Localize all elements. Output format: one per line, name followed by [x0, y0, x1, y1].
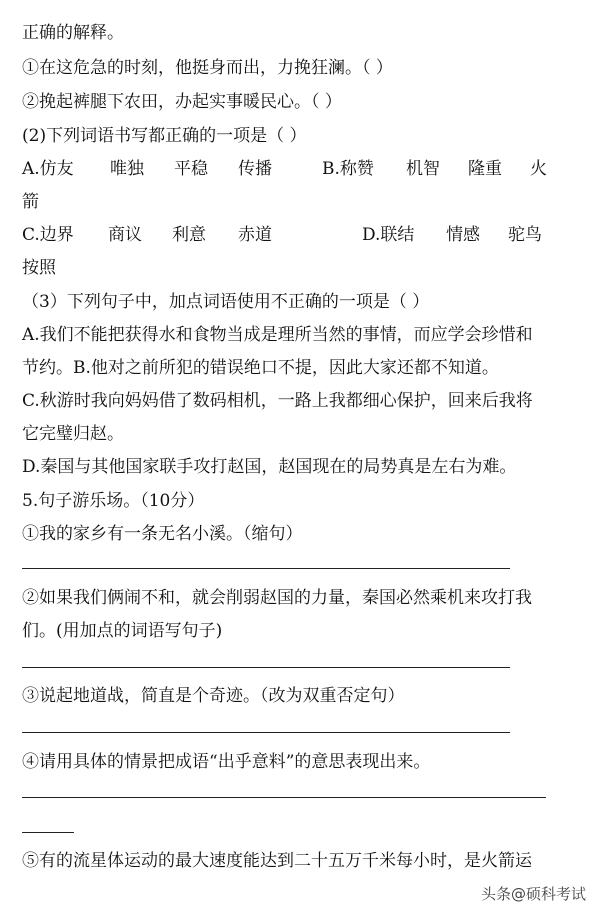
text-line: A.我们不能把获得水和食物当成是理所当然的事情，而应学会珍惜和 — [22, 325, 533, 345]
option-word: 情感 — [446, 225, 480, 245]
text-line: C.秋游时我向妈妈借了数码相机，一路上我都细心保护，回来后我将 — [22, 391, 533, 411]
option-word: 隆重 — [468, 159, 502, 179]
answer-text-1: ①在这危急的时刻，他挺身而出，力挽狂澜。（ ） — [22, 58, 393, 78]
question-line: ③说起地道战，简直是个奇迹。（改为双重否定句） — [22, 686, 405, 706]
answer-blank-line[interactable] — [22, 568, 510, 569]
option-word: A.仿友 — [22, 159, 74, 179]
option-row-cd — [22, 224, 590, 246]
option-row-ab — [22, 158, 590, 180]
option-word: B.称赞 — [322, 159, 374, 179]
option-word: 平稳 — [174, 159, 208, 179]
question-line: （3）下列句子中，加点词语使用不正确的一项是（ ） — [22, 292, 430, 312]
question-line: ②如果我们俩闹不和，就会削弱赵国的力量，秦国必然乘机来攻打我 — [22, 588, 532, 608]
question-line: ④请用具体的情景把成语“出乎意料”的意思表现出来。 — [22, 752, 431, 772]
option-word: 传播 — [238, 159, 272, 179]
answer-blank-line[interactable] — [22, 667, 510, 668]
option-word: 机智 — [406, 159, 440, 179]
text-line: 它完璧归赵。 — [22, 424, 124, 444]
option-word: 赤道 — [238, 225, 272, 245]
text-line: D.秦国与其他国家联手攻打赵国，赵国现在的局势真是左右为难。 — [22, 457, 517, 477]
section-heading: 5.句子游乐场。（10分） — [22, 491, 205, 511]
answer-blank-line[interactable] — [22, 832, 74, 833]
answer-text-2: ②挽起裤腿下农田，办起实事暖民心。（ ） — [22, 92, 342, 112]
option-word: 唯独 — [110, 159, 144, 179]
option-word: 火 — [530, 159, 547, 179]
answer-blank-line[interactable] — [22, 732, 510, 733]
answer-blank-line[interactable] — [22, 797, 546, 798]
text-line: 节约。B.他对之前所犯的错误绝口不提，因此大家还都不知道。 — [22, 358, 499, 378]
text-line: 按照 — [22, 258, 56, 278]
question-line: (2)下列词语书写都正确的一项是（ ） — [22, 126, 307, 146]
text-line: 正确的解释。 — [22, 23, 124, 43]
option-word: 商议 — [108, 225, 142, 245]
option-word: 利意 — [172, 225, 206, 245]
option-word: 驼鸟 — [508, 225, 542, 245]
text-line: 箭 — [22, 192, 39, 212]
question-line — [22, 91, 590, 113]
watermark-text: 头条@硕科考试 — [480, 885, 586, 903]
option-word: C.边界 — [22, 225, 74, 245]
watermark — [481, 883, 586, 904]
text-line: 们。(用加点的词语写句子) — [22, 621, 223, 641]
question-line: ①我的家乡有一条无名小溪。（缩句） — [22, 524, 303, 544]
question-line: ⑤有的流星体运动的最大速度能达到二十五万千米每小时，是火箭运 — [22, 851, 532, 871]
option-word: D.联结 — [362, 225, 415, 245]
question-line — [22, 57, 590, 79]
